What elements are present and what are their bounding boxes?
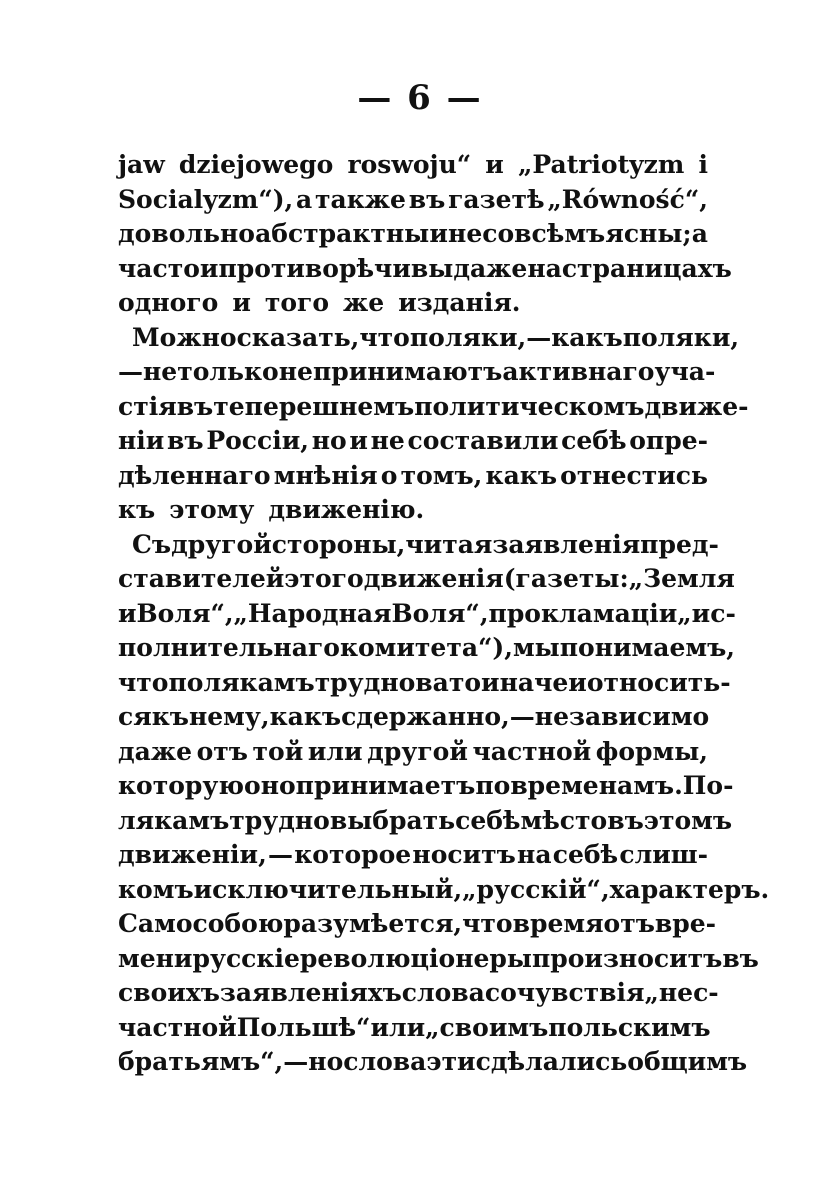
word: Socialyzm“), — [118, 184, 294, 214]
text-line — [118, 597, 736, 632]
word: Само — [118, 909, 193, 938]
word: въ — [408, 184, 446, 214]
word: трудно — [229, 805, 330, 835]
word: комъ — [118, 874, 194, 904]
word: заявленія — [492, 529, 641, 559]
word: какъ — [485, 460, 557, 490]
word: „Земля — [628, 564, 735, 593]
word: даже — [118, 736, 193, 766]
word: пред- — [640, 529, 719, 559]
word: dziejowego — [178, 150, 334, 179]
word: мнѣнія — [273, 460, 378, 490]
word: i — [698, 150, 708, 179]
word: выбрать — [329, 805, 456, 835]
word: jaw — [118, 150, 165, 179]
word: собою — [192, 909, 284, 938]
text-line — [118, 183, 708, 218]
word: русскіе — [192, 943, 300, 973]
text-line — [118, 286, 708, 321]
text-line — [118, 424, 708, 459]
word: — — [283, 1047, 309, 1076]
word: противорѣчивы — [218, 253, 454, 283]
word: ся — [118, 702, 152, 731]
word: — — [268, 840, 293, 869]
word: революціонеры — [299, 943, 532, 973]
text-line — [118, 1045, 748, 1080]
word: читая — [405, 529, 493, 559]
word: слова — [401, 978, 485, 1007]
word: что — [359, 322, 410, 352]
word: не — [534, 702, 569, 731]
word: „Równość“, — [547, 184, 708, 214]
word: опре- — [629, 426, 708, 455]
word: и — [118, 598, 137, 628]
word: которую — [118, 771, 245, 800]
text-line — [118, 390, 749, 425]
word: или — [370, 1012, 426, 1042]
word: общимъ — [627, 1047, 748, 1076]
word: „своимъ — [425, 1012, 549, 1042]
word: временамъ. — [510, 771, 683, 800]
word: дѣленнаго — [118, 460, 271, 490]
word: въ — [176, 391, 214, 421]
word: Россіи, — [206, 426, 309, 455]
text-line — [118, 873, 770, 908]
word: не — [370, 426, 405, 455]
page-number: — 6 — — [357, 78, 483, 118]
word: но — [311, 426, 347, 455]
word: ставителей — [118, 564, 285, 593]
word: — — [509, 702, 535, 731]
text-line — [118, 769, 734, 804]
word: и — [429, 219, 448, 248]
word: Воля“, — [136, 598, 234, 628]
word: газетѣ — [448, 184, 545, 214]
word: мѣсто — [520, 805, 608, 835]
word: „Patriotyzm — [517, 150, 685, 179]
word: но — [308, 1047, 344, 1076]
word: „русскій“, — [462, 874, 610, 904]
word: одного — [118, 288, 219, 317]
word: оно — [244, 771, 296, 800]
word: что — [462, 909, 513, 938]
word: частной — [472, 736, 592, 766]
word: и — [349, 426, 368, 455]
word: эти — [426, 1047, 476, 1076]
word: въ — [607, 805, 644, 835]
word: къ — [118, 495, 156, 524]
word: составили — [407, 426, 559, 455]
word: время — [512, 909, 604, 938]
word: сказать, — [236, 322, 360, 352]
word: иначе — [481, 667, 569, 697]
word: себѣ — [561, 426, 627, 455]
word: къ — [151, 702, 189, 731]
text-line — [118, 252, 732, 287]
word: или — [307, 736, 363, 766]
word: движе- — [644, 391, 749, 421]
word: которое — [294, 840, 412, 869]
text-line — [118, 528, 719, 563]
word: другой — [367, 736, 468, 766]
text-line — [118, 493, 708, 528]
word: вре- — [654, 909, 717, 938]
word: трудновато — [314, 667, 482, 697]
word: и — [232, 288, 251, 317]
word: стія — [118, 391, 177, 421]
word: сдержанно, — [341, 702, 510, 731]
word: активнаго — [502, 357, 655, 386]
word: „Народная — [233, 598, 392, 628]
text-line — [118, 666, 731, 701]
word: и — [485, 150, 504, 179]
word: себѣ — [552, 840, 619, 869]
word: на — [527, 253, 562, 283]
word: ясны; — [605, 219, 692, 248]
text-line — [118, 700, 708, 735]
word: какъ — [269, 702, 342, 731]
word: даже — [453, 253, 528, 283]
word: частной — [118, 1012, 237, 1042]
word: слова — [343, 1047, 427, 1076]
word: полнительнаго — [118, 633, 340, 662]
text-line — [118, 562, 735, 597]
word: зависимо — [568, 702, 710, 731]
word: сочувствія — [484, 978, 645, 1007]
word: разумѣется, — [283, 909, 463, 938]
word: (газеты: — [503, 564, 629, 593]
text-line — [118, 735, 708, 770]
text-line — [118, 804, 733, 839]
word: уча- — [654, 357, 716, 386]
word: исключительный, — [193, 874, 463, 904]
text-line — [118, 976, 719, 1011]
word: стороны, — [271, 529, 406, 559]
word: движенія — [363, 564, 504, 593]
word: что — [118, 667, 169, 697]
body-text — [118, 148, 770, 1080]
word: понимаемъ, — [559, 633, 735, 662]
text-line — [118, 942, 759, 977]
text-line — [118, 217, 708, 252]
word: братьямъ“, — [118, 1047, 284, 1076]
word: мы — [512, 633, 560, 662]
word: „ис- — [677, 598, 736, 628]
word: заявленіяхъ — [219, 978, 402, 1007]
word: Съ — [132, 529, 172, 559]
word: —не — [118, 357, 178, 386]
text-line — [118, 907, 717, 942]
word: сдѣлались — [475, 1047, 628, 1076]
word: носитъ — [412, 840, 516, 869]
word: этому — [169, 495, 255, 524]
word: этого — [284, 564, 364, 593]
word: польскимъ — [548, 1012, 711, 1042]
word: комитета“), — [339, 633, 513, 662]
word: лякамъ — [118, 805, 230, 835]
word: roswoju“ — [347, 150, 472, 179]
word: того — [264, 288, 330, 317]
word: по — [475, 771, 511, 800]
word: нему, — [188, 702, 270, 731]
word: слиш- — [619, 840, 708, 869]
word: въ — [722, 943, 759, 973]
word: мени — [118, 943, 193, 973]
word: движенію. — [268, 495, 425, 524]
word: не — [278, 357, 313, 386]
word: ніи — [118, 426, 165, 455]
word: Воля“, — [391, 598, 489, 628]
word: а — [296, 184, 313, 214]
word: довольно — [118, 219, 255, 248]
word: отъ — [603, 909, 655, 938]
text-line — [118, 321, 740, 356]
text-line — [118, 148, 708, 183]
word: о — [380, 460, 398, 490]
word: своихъ — [118, 978, 220, 1007]
word: только — [177, 357, 279, 386]
word: прокламаціи — [488, 598, 678, 628]
text-line — [118, 1011, 711, 1046]
word: Польшѣ“ — [236, 1012, 371, 1042]
word: По- — [682, 771, 734, 800]
word: теперешнемъ — [213, 391, 415, 421]
text-line — [118, 631, 735, 666]
word: формы, — [595, 736, 708, 766]
word: абстрактны — [255, 219, 430, 248]
word: томъ, — [400, 460, 483, 490]
text-line — [118, 459, 708, 494]
word: „нес- — [644, 978, 719, 1007]
word: той — [252, 736, 304, 766]
word: въ — [167, 426, 204, 455]
text-line — [118, 355, 716, 390]
word: движеніи, — [118, 840, 267, 869]
word: поляки,—какъ — [409, 322, 623, 352]
word: произноситъ — [531, 943, 723, 973]
word: несовсѣмъ — [448, 219, 606, 248]
word: страницахъ — [561, 253, 732, 283]
text-line — [118, 838, 708, 873]
word: этомъ — [643, 805, 733, 835]
word: принимаютъ — [312, 357, 503, 386]
word: полякамъ — [168, 667, 315, 697]
word: на — [517, 840, 552, 869]
word: относить- — [586, 667, 731, 697]
word: также — [315, 184, 406, 214]
word: отнестись — [560, 460, 708, 490]
word: же — [343, 288, 385, 317]
word: часто — [118, 253, 200, 283]
word: отъ — [196, 736, 248, 766]
word: себѣ — [455, 805, 521, 835]
word: изданія. — [398, 288, 521, 317]
word: принимаетъ — [295, 771, 476, 800]
word: политическомъ — [414, 391, 645, 421]
word: поляки, — [622, 322, 740, 352]
word: Можно — [132, 322, 237, 352]
word: другой — [171, 529, 272, 559]
word: характеръ. — [609, 874, 770, 904]
word: и — [568, 667, 587, 697]
word: а — [691, 219, 708, 248]
word: и — [199, 253, 219, 283]
